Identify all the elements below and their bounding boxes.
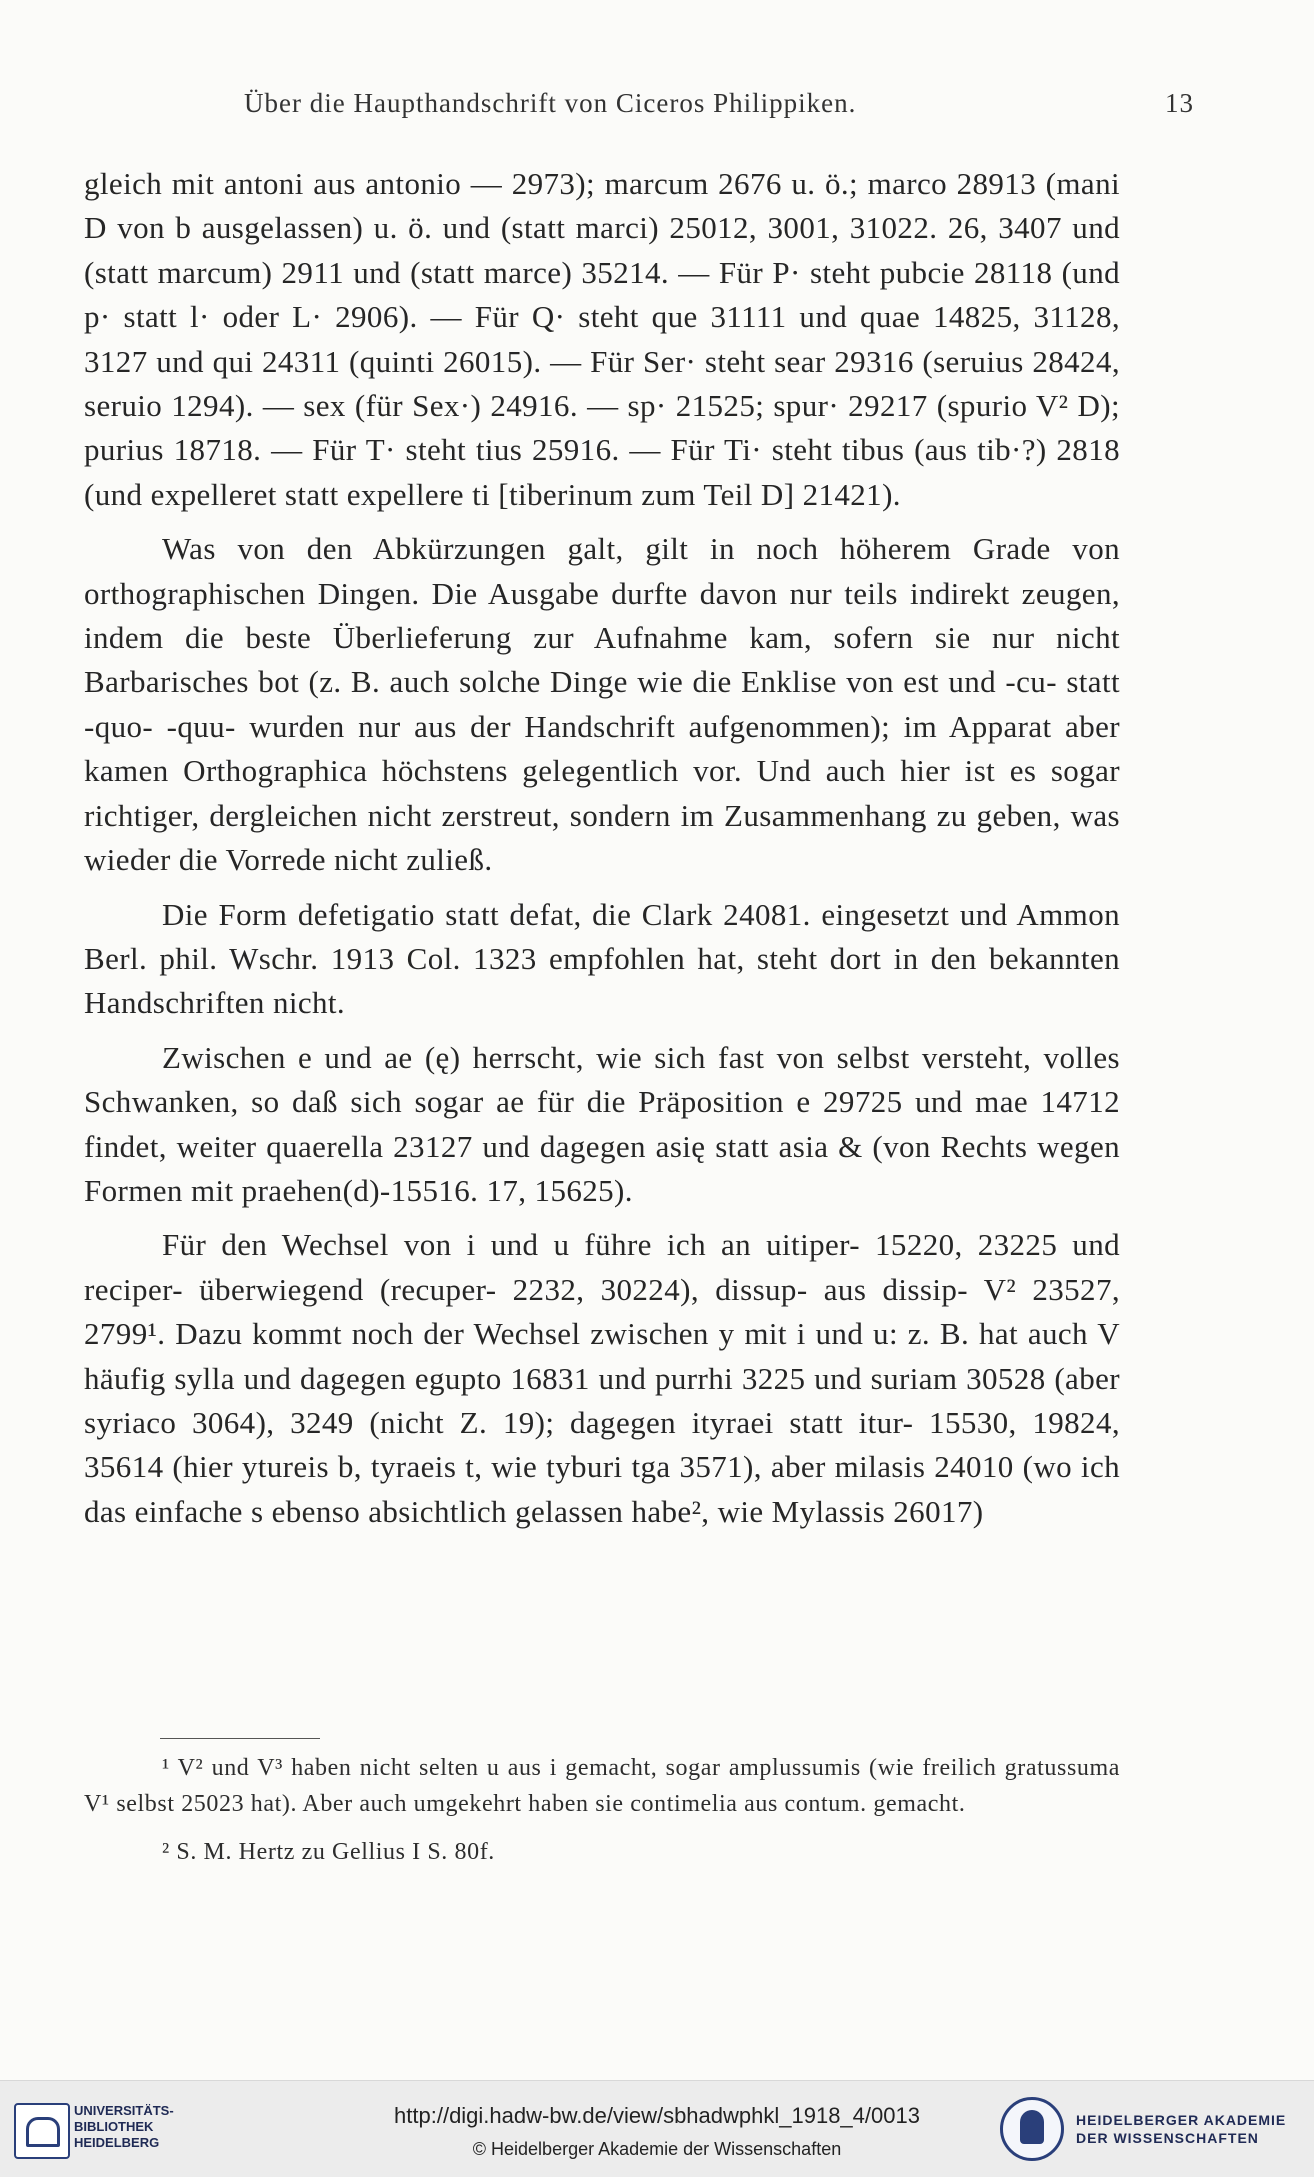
paragraph-3: Die Form defetigatio statt defat, die Clark 24081. eingesetzt und Ammon Berl. phil. Wschr. 1913 Col. 1323 empfohlen hat, steht dort in den bekannten Handschriften nicht. (84, 896, 1120, 1021)
running-header (84, 88, 1194, 128)
paragraph-4: Zwischen e und ae (ę) herrscht, wie sich fast von selbst versteht, volles Schwanken, so daß sich sogar ae für die Präposition e 29725 und mae 14712 findet, weiter quaerella 23127 und dagegen asię statt asia & (von Rechts wegen Formen mit praehen(d)-15516. 17, 15625). (84, 1039, 1120, 1208)
footnote-2: ² S. M. Hertz zu Gellius I S. 80f. (162, 1839, 495, 1865)
footnotes (84, 1750, 1120, 1882)
footnote-divider (160, 1738, 320, 1739)
page-number: 13 (1165, 88, 1194, 118)
viewer-footer (0, 2080, 1314, 2177)
paragraph-5: Für den Wechsel von i und u führe ich an uitiper- 15220, 23225 und reciper- überwiegend (recuper- 2232, 30224), dissup- aus dissip- V² 23527, 2799¹. Dazu kommt noch der Wechsel zwischen y mit i und u: z. B. hat auch V häufig sylla und dagegen egupto 16831 und purrhi 3225 und suriam 30528 (aber syriaco 3064), 3249 (nicht Z. 19); dagegen ityraei statt itur- 15530, 19824, 35614 (hier ytureis b, tyraeis t, wie tyburi tga 3571), aber milasis 24010 (wo ich das einfache s ebenso absichtlich gelassen habe², wie Mylassis 26017) (84, 1227, 1120, 1529)
footnote-1: ¹ V² und V³ haben nicht selten u aus i gemacht, sogar amplussumis (wie freilich gratussuma V¹ selbst 25023 hat). Aber auch umgekehrt haben sie contimelia aus contum. gemacht. (84, 1755, 1120, 1817)
main-text (84, 162, 1120, 1544)
paragraph-2: Was von den Abkürzungen galt, gilt in noch höherem Grade von orthographischen Dingen. Die Ausgabe durfte davon nur teils indirekt zeugen, indem die beste Überlieferung zur Aufnahme kam, sofern sie nur nicht Barbarisches bot (z. B. auch solche Dinge wie die Enklise von est und -cu- statt -quo- -quu- wurden nur aus der Handschrift aufgenommen); im Apparat aber kamen Orthographica höchstens gelegentlich vor. Und auch hier ist es sogar richtiger, dergleichen nicht zerstreut, sondern im Zusammenhang zu geben, was wieder die Vorrede nicht zuließ. (84, 531, 1120, 878)
academy-seal-icon (1000, 2097, 1064, 2161)
document-url-link[interactable]: http://digi.hadw-bw.de/view/sbhadwphkl_1918_4/0013 (394, 2103, 920, 2128)
paragraph-1: gleich mit antoni aus antonio — 2973); marcum 2676 u. ö.; marco 28913 (mani D von b ausgelassen) u. ö. und (statt marci) 25012, 3001, 31022. 26, 3407 und (statt marcum) 2911 und (statt marce) 35214. — Für P· steht pubcie 28118 (und p· statt l· oder L· 2906). — Für Q· steht que 31111 und quae 14825, 31128, 3127 und qui 24311 (quinti 26015). — Für Ser· steht sear 29316 (seruius 28424, seruio 1294). — sex (für Sex·) 24916. — sp· 21525; spur· 29217 (spurio V² D); purius 18718. — Für T· steht tius 25916. — Für Ti· steht tibus (aus tib·?) 2818 (und expelleret statt expellere ti [tiberinum zum Teil D] 21421). (84, 166, 1120, 512)
library-logo-text: UNIVERSITÄTS- BIBLIOTHEK HEIDELBERG (74, 2103, 174, 2150)
copyright-notice: © Heidelberger Akademie der Wissenschaften (472, 2139, 842, 2159)
running-title: Über die Haupthandschrift von Ciceros Philippiken. (244, 88, 857, 118)
academy-logo-text: HEIDELBERGER AKADEMIE DER WISSENSCHAFTEN (1076, 2112, 1287, 2146)
academy-logo[interactable] (1000, 2095, 1300, 2165)
